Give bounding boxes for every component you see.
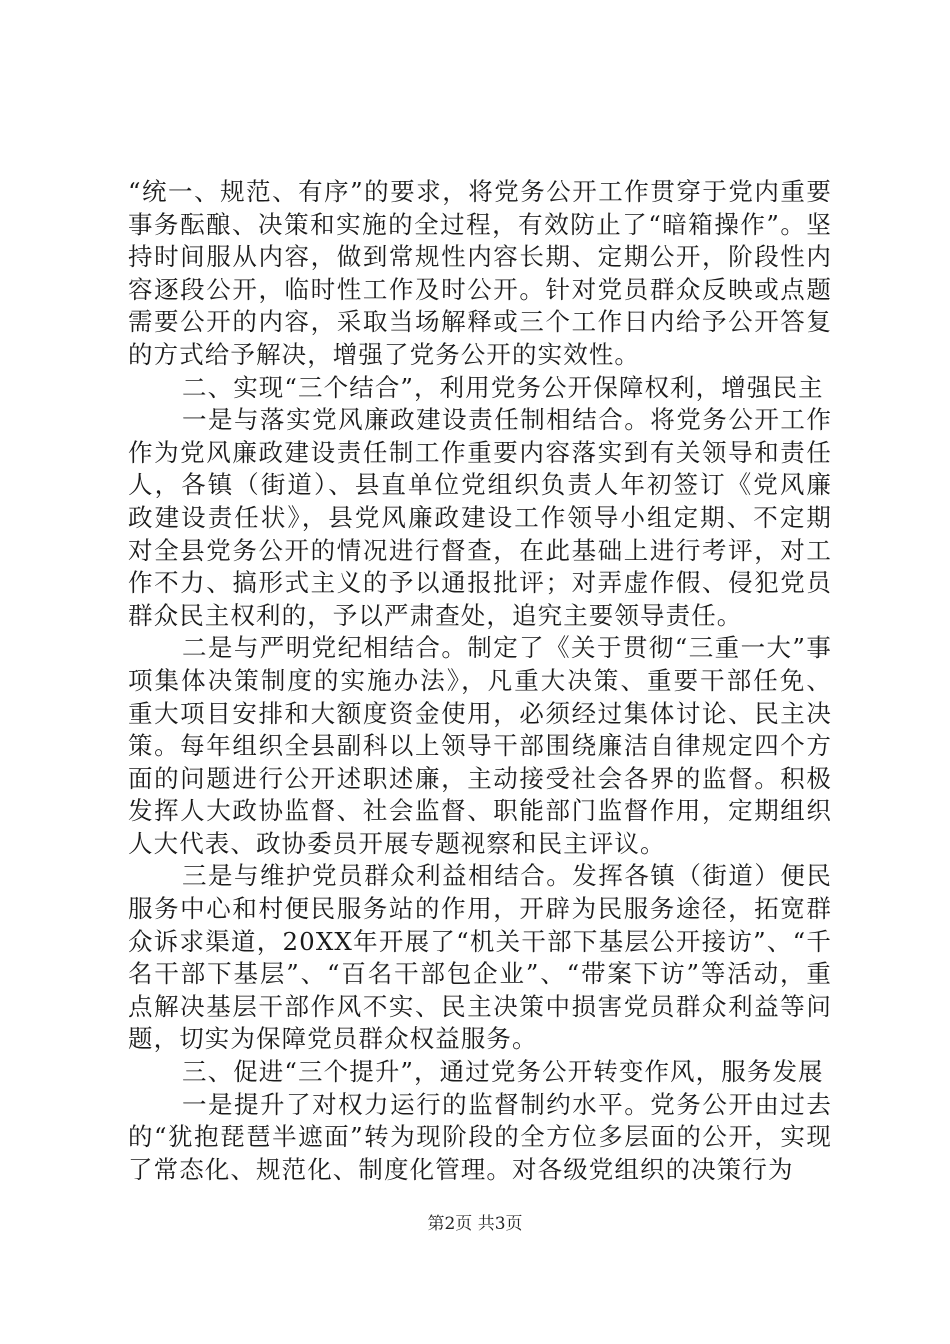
paragraph-section-three-point-one: 一是提升了对权力运行的监督制约水平。党务公开由过去的“犹抱琵琶半遮面”转为现阶段的全方位多层面的公开，实现了常态化、规范化、制度化管理。对各级党组织的决策行为 (128, 1089, 832, 1184)
page-number-footer: 第2页 共3页 (427, 1214, 523, 1234)
section-heading-three: 三、促进“三个提升”，通过党务公开转变作风，服务发展 (182, 1057, 824, 1087)
paragraph-point-three: 三是与维护党员群众利益相结合。发挥各镇（街道）便民服务中心和村便民服务站的作用，开辟为民服务途径，拓宽群众诉求渠道，20XX年开展了“机关干部下基层公开接访”、“千名干部下基层”、“百名干部包企业”、“带案下访”等活动，重点解决基层干部作风不实、民主决策中损害党员群众利益等问题，切实为保障党员群众权益服务。 (128, 861, 832, 1054)
document-body (128, 176, 832, 1186)
paragraph-point-two: 二是与严明党纪相结合。制定了《关于贯彻“三重一大”事项集体决策制度的实施办法》，凡重大决策、重要干部任免、重大项目安排和大额度资金使用，必须经过集体讨论、民主决策。每年组织全县副科以上领导干部围绕廉洁自律规定四个方面的问题进行公开述职述廉，主动接受社会各界的监督。积极发挥人大政协监督、社会监督、职能部门监督作用，定期组织人大代表、政协委员开展专题视察和民主评议。 (128, 633, 832, 858)
paragraph-continuation: “统一、规范、有序”的要求，将党务公开工作贯穿于党内重要事务酝酿、决策和实施的全过程，有效防止了“暗箱操作”。坚持时间服从内容，做到常规性内容长期、定期公开，阶段性内容逐段公开，临时性工作及时公开。针对党员群众反映或点题需要公开的内容，采取当场解释或三个工作日内给予公开答复的方式给予解决，增强了党务公开的实效性。 (128, 177, 832, 369)
section-heading-two: 二、实现“三个结合”，利用党务公开保障权利，增强民主 (182, 372, 824, 402)
paragraph-point-one: 一是与落实党风廉政建设责任制相结合。将党务公开工作作为党风廉政建设责任制工作重要内容落实到有关领导和责任人，各镇（街道）、县直单位党组织负责人年初签订《党风廉政建设责任状》，县党风廉政建设工作领导小组定期、不定期对全县党务公开的情况进行督查，在此基础上进行考评，对工作不力、搞形式主义的予以通报批评；对弄虚作假、侵犯党员群众民主权利的，予以严肃查处，追究主要领导责任。 (128, 405, 832, 630)
